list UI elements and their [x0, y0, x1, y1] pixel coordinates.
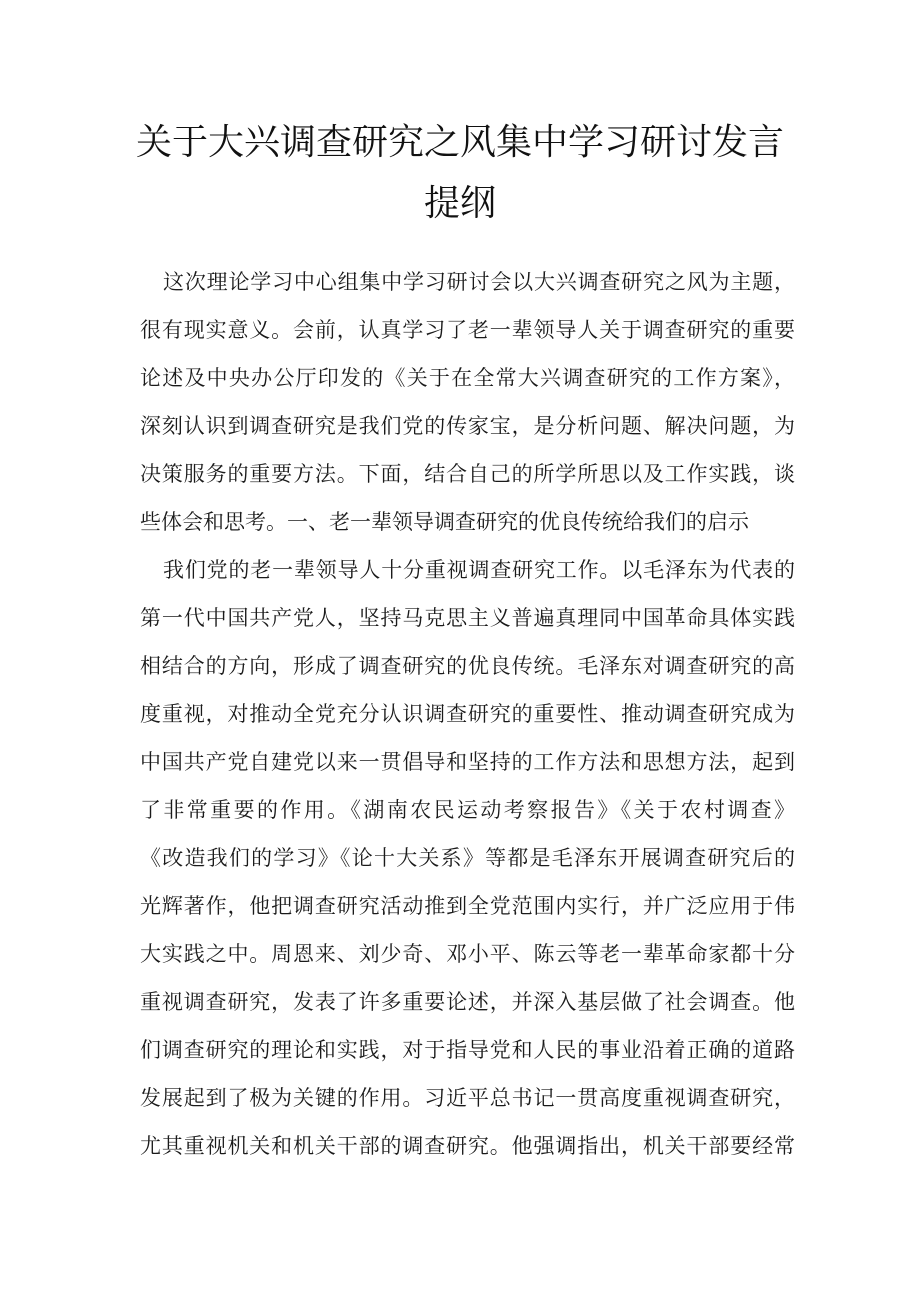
document-title-line2: 提纲: [423, 183, 496, 224]
body-line: 大实践之中。周恩来、刘少奇、邓小平、陈云等老一辈革命家都十分: [140, 942, 795, 966]
body-line: 这次理论学习中心组集中学习研讨会以大兴调查研究之风为主题，: [163, 270, 795, 294]
body-line: 相结合的方向，形成了调查研究的优良传统。毛泽东对调查研究的高: [140, 654, 795, 678]
body-line: 发展起到了极为关键的作用。习近平总书记一贯高度重视调查研究，: [140, 1086, 795, 1110]
body-line: 尤其重视机关和机关干部的调查研究。他强调指出，机关干部要经常: [140, 1134, 795, 1158]
body-line: 度重视，对推动全党充分认识调查研究的重要性、推动调查研究成为: [140, 702, 795, 726]
body-line: 中国共产党自建党以来一贯倡导和坚持的工作方法和思想方法，起到: [140, 750, 795, 774]
body-line: 光辉著作，他把调查研究活动推到全党范围内实行，并广泛应用于伟: [140, 894, 795, 918]
body-line: 了非常重要的作用。《湖南农民运动考察报告》《关于农村调查》: [140, 798, 795, 822]
body-line: 些体会和思考。一、老一辈领导调查研究的优良传统给我们的启示: [140, 510, 749, 534]
body-line: 深刻认识到调查研究是我们党的传家宝，是分析问题、解决问题，为: [140, 414, 795, 438]
body-line: 论述及中央办公厅印发的《关于在全常大兴调查研究的工作方案》，: [140, 366, 795, 390]
body-line: 重视调查研究，发表了许多重要论述，并深入基层做了社会调查。他: [140, 990, 795, 1014]
body-line: 决策服务的重要方法。下面，结合自己的所学所思以及工作实践，谈: [140, 462, 795, 486]
document-title-line1: 关于大兴调查研究之风集中学习研讨发言: [135, 122, 784, 163]
body-line: 我们党的老一辈领导人十分重视调查研究工作。以毛泽东为代表的: [163, 558, 795, 582]
body-line: 们调查研究的理论和实践，对于指导党和人民的事业沿着正确的道路: [140, 1038, 795, 1062]
body-line: 很有现实意义。会前，认真学习了老一辈领导人关于调查研究的重要: [140, 318, 795, 342]
body-line: 第一代中国共产党人，坚持马克思主义普遍真理同中国革命具体实践: [140, 606, 795, 630]
body-line: 《改造我们的学习》《论十大关系》等都是毛泽东开展调查研究后的: [140, 846, 795, 870]
